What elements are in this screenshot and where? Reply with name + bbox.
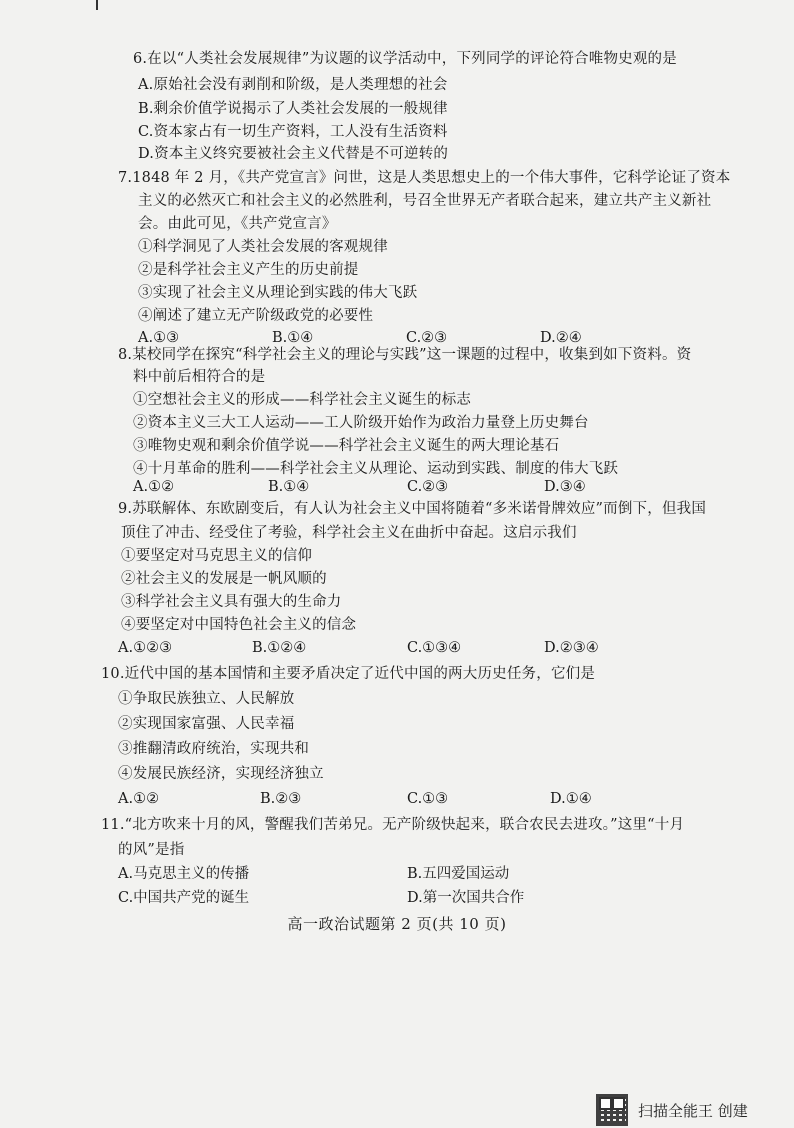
question-10-statement-1: ①争取民族独立、人民解放	[118, 691, 295, 707]
choice-b: B.五四爱国运动	[407, 866, 510, 882]
question-7-stem-line: 主义的必然灭亡和社会主义的必然胜利，号召全世界无产者联合起来，建立共产主义新社	[138, 193, 712, 209]
choice-a: A.①②③	[118, 640, 173, 656]
choice-d: D.①④	[550, 791, 592, 807]
choice-a: A.①②	[118, 791, 160, 807]
question-6-option-a: A.原始社会没有剥削和阶级，是人类理想的社会	[138, 77, 448, 93]
question-11-choices-row-1	[0, 864, 794, 884]
question-11-choices-row-2	[0, 888, 794, 908]
choice-d: D.③④	[544, 479, 586, 495]
question-6-option-c: C.资本家占有一切生产资料，工人没有生活资料	[138, 124, 448, 140]
question-9-statement-3: ③科学社会主义具有强大的生命力	[121, 594, 342, 610]
question-9-stem-line: 9.苏联解体、东欧剧变后，有人认为社会主义中国将随着“多米诺骨牌效应”而倒下，但我国	[118, 501, 707, 517]
question-8-statement-1: ①空想社会主义的形成——科学社会主义诞生的标志	[133, 392, 472, 408]
question-6-option-b: B.剩余价值学说揭示了人类社会发展的一般规律	[138, 101, 448, 117]
question-9-statement-1: ①要坚定对马克思主义的信仰	[121, 548, 313, 564]
page-footer: 高一政治试题第 2 页(共 10 页)	[287, 915, 507, 933]
choice-a: A.①③	[138, 330, 180, 346]
question-9-choices	[0, 638, 794, 658]
corner-mark	[96, 0, 98, 10]
question-8-choices	[0, 477, 794, 497]
question-7-statement-4: ④阐述了建立无产阶级政党的必要性	[138, 308, 374, 324]
choice-d: D.②③④	[544, 640, 599, 656]
question-7-stem-line: 会。由此可见，《共产党宣言》	[138, 216, 337, 232]
choice-b: B.①④	[268, 479, 310, 495]
question-10-statement-4: ④发展民族经济，实现经济独立	[118, 766, 324, 782]
question-7-statement-3: ③实现了社会主义从理论到实践的伟大飞跃	[138, 285, 418, 301]
choice-d: D.第一次国共合作	[407, 890, 525, 906]
choice-c: C.①③④	[407, 640, 462, 656]
question-7-stem-line: 7.1848 年 2 月，《共产党宣言》问世，这是人类思想史上的一个伟大事件，它科学论证了资本	[118, 170, 731, 186]
choice-d: D.②④	[540, 330, 582, 346]
question-6-option-d: D.资本主义终究要被社会主义代替是不可逆转的	[138, 146, 449, 162]
question-8-stem-line: 料中前后相符合的是	[133, 369, 266, 385]
question-8-statement-2: ②资本主义三大工人运动——工人阶级开始作为政治力量登上历史舞台	[133, 415, 589, 431]
question-7-statement-2: ②是科学社会主义产生的历史前提	[138, 262, 359, 278]
question-10-statement-2: ②实现国家富强、人民幸福	[118, 716, 295, 732]
question-9-statement-2: ②社会主义的发展是一帆风顺的	[121, 571, 327, 587]
question-10-choices	[0, 789, 794, 809]
choice-b: B.②③	[260, 791, 302, 807]
question-8-statement-4: ④十月革命的胜利——科学社会主义从理论、运动到实践、制度的伟大飞跃	[133, 461, 619, 477]
choice-c: C.①③	[407, 791, 449, 807]
question-10-stem: 10.近代中国的基本国情和主要矛盾决定了近代中国的两大历史任务，它们是	[101, 666, 596, 682]
question-6-stem: 6.在以“人类社会发展规律”为议题的议学活动中，下列同学的评论符合唯物史观的是	[133, 51, 677, 67]
question-11-stem-line: 的风”是指	[118, 842, 185, 858]
question-9-statement-4: ④要坚定对中国特色社会主义的信念	[121, 617, 357, 633]
question-7-statement-1: ①科学洞见了人类社会发展的客观规律	[138, 239, 388, 255]
choice-c: C.②③	[407, 479, 449, 495]
question-9-stem-line: 顶住了冲击、经受住了考验，科学社会主义在曲折中奋起。这启示我们	[121, 525, 577, 541]
choice-a: A.马克思主义的传播	[118, 866, 250, 882]
choice-a: A.①②	[133, 479, 175, 495]
choice-b: B.①④	[272, 330, 314, 346]
question-8-statement-3: ③唯物史观和剩余价值学说——科学社会主义诞生的两大理论基石	[133, 438, 560, 454]
question-11-stem-line: 11.“北方吹来十月的风，警醒我们苦弟兄。无产阶级快起来，联合农民去进攻。”这里“十月	[101, 817, 685, 833]
choice-c: C.②③	[406, 330, 448, 346]
choice-c: C.中国共产党的诞生	[118, 890, 250, 906]
qr-code-icon	[596, 1094, 628, 1126]
watermark-text: 扫描全能王 创建	[638, 1102, 748, 1120]
question-8-stem-line: 8.某校同学在探究“科学社会主义的理论与实践”这一课题的过程中，收集到如下资料。资	[118, 347, 692, 363]
choice-b: B.①②④	[252, 640, 307, 656]
question-10-statement-3: ③推翻清政府统治，实现共和	[118, 741, 310, 757]
